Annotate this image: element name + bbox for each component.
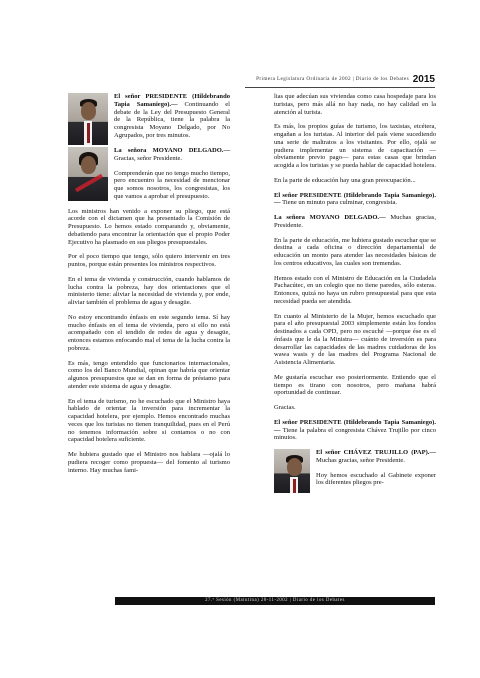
- paragraph: Hoy hemos escuchado al Gabinete exponer los diferentes pliegos pre-: [316, 471, 436, 487]
- text-column-left: [68, 93, 230, 481]
- paragraph: Me gustaría escuchar eso posteriormente. Entiendo que el tiempo es tirano con nosotros, pero mañana habrá oportunidad de continuar.: [274, 373, 436, 397]
- speaker-photo-moyano: [68, 147, 108, 201]
- paragraph: Los ministros han venido a exponer su pliego, que está acorde con el dictamen que ha presentado la Comisión de Presupuesto. Lo hemos estado comparando y, obviamente, debatiendo para encontrar la orientación que el propio Poder Ejecutivo ha plasmado en sus pliegos presupuestales.: [68, 207, 230, 246]
- paragraph: Hemos estado con el Ministro de Educación en la Ciudadela Pachacútec, en un colegio que no tiene paredes, sólo esteras. Entonces, quizá no haya un rubro presupuestal para que esta necesidad pueda ser atendida.: [274, 274, 436, 305]
- page-footer: [115, 597, 435, 605]
- paragraph: No estoy encontrando énfasis en este segundo tema. Sí hay mucho énfasis en el tema de vivienda, pero si ello no está acompañado con el tendido de redes de agua y desagüe, entonces estamos enfocando mal el tema de la lucha contra la pobreza.: [68, 313, 230, 352]
- paragraph: El señor PRESIDENTE (Hildebrando Tapia Samaniego).— Tiene un minuto para culminar, congresista.: [274, 191, 436, 207]
- paragraph: El señor PRESIDENTE (Hildebrando Tapia Samaniego).— Tiene la palabra el congresista Chávez Trujillo por cinco minutos.: [274, 418, 436, 442]
- paragraph: Me hubiera gustado que el Ministro nos hablara —ojalá lo pudiera recoger como propuesta— del fomento al turismo interno. Hay muchas fami-: [68, 451, 230, 474]
- paragraph: Es más, los propios guías de turismo, los taxistas, etcétera, engañan a los turistas. Al interior del país viene sucediendo una serie de maltratos a los visitantes. Por ello, ojalá se pudiera implementar un sistema de capacitación —obviamente previo pago— para estas casas que brindan acogida a los turistas y se pueda hablar de capacidad hotelera.: [274, 123, 436, 169]
- speaker-photo-chavez: [274, 449, 310, 493]
- paragraph: Es más, tengo entendido que funcionarios internacionales, como los del Banco Mundial, opinan que habría que orientar algunos presupuestos que se dan en forma de préstamo para atender este sistema de agua y desagüe.: [68, 359, 230, 390]
- paragraph: La señora MOYANO DELGADO.— Gracias, señor Presidente.: [114, 147, 230, 162]
- paragraph: Comprenderán que no tengo mucho tiempo, pero encuentro la necesidad de mencionar que somos nosotros, los congresistas, los que vamos a aprobar el presupuesto.: [114, 169, 230, 200]
- paragraph: En la parte de educación hay una gran preocupación...: [274, 176, 416, 184]
- paragraph: lias que adecúan sus viviendas como casa hospedaje para los turistas, pero más allá no hay nada, no hay calidad en la atención al turista.: [274, 93, 436, 116]
- text-column-right: [274, 93, 436, 495]
- paragraph: En cuanto al Ministerio de la Mujer, hemos escuchado que para el año presupuestal 2003 simplemente están los fondos destinados a cada OPD, pero no escuché —porque ése es el énfasis que le da la Ministra— cuánto de inversión es para desarrollar las capacidades de las madres cuidadoras de los wawa wasis y de las madres del Programa Nacional de Asistencia Alimentaria.: [274, 312, 436, 366]
- paragraph: En la parte de educación, me hubiera gustado escuchar que se destina a cada oficina o dirección departamental de educación un monto para atender las necesidades básicas de los centros educativos, las cuales son tremendas.: [274, 236, 436, 267]
- speaker-photo-presidente: [68, 93, 108, 145]
- footer-text: 27.ª Sesión (Matutina) 28-11-2002 | Diario de los Debates: [205, 598, 345, 603]
- paragraph: Gracias.: [274, 404, 296, 411]
- paragraph: La señora MOYANO DELGADO.— Muchas gracias, Presidente.: [274, 214, 436, 229]
- paragraph: El señor PRESIDENTE (Hildebrando Tapia Samaniego).— Continuando el debate de la Ley del Presupuesto General de la República, tiene la palabra la congresista Moyano Delgado, por No Agrupados, por tres minutos.: [114, 93, 230, 139]
- paragraph: El señor CHÁVEZ TRUJILLO (PAP).— Muchas gracias, señor Presidente.: [316, 449, 436, 464]
- paragraph: En el tema de turismo, no he escuchado que el Ministro haya hablado de orientar la inversión para incrementar la capacidad hotelera, por ejemplo. Hemos encontrado muchas veces que los turistas no tienen tranquilidad, pues en el Perú no tenemos información sobre si contamos o no con capacidad hotelera suficiente.: [68, 397, 230, 444]
- header-rule: [245, 87, 435, 88]
- paragraph: Por el poco tiempo que tengo, sólo quiero intervenir en tres puntos, porque están presentes los ministros respectivos.: [68, 253, 230, 268]
- page-number: 2015: [412, 74, 435, 85]
- paragraph: En el tema de vivienda y construcción, cuando hablamos de lucha contra la pobreza, hay dos orientaciones que el ministerio tiene: aliviar la necesidad de vivienda y, por ende, aliviar también el problema de agua y desagüe.: [68, 275, 230, 306]
- header-title: Primera Legislatura Ordinaria de 2002 | Diario de los Debates: [256, 76, 409, 82]
